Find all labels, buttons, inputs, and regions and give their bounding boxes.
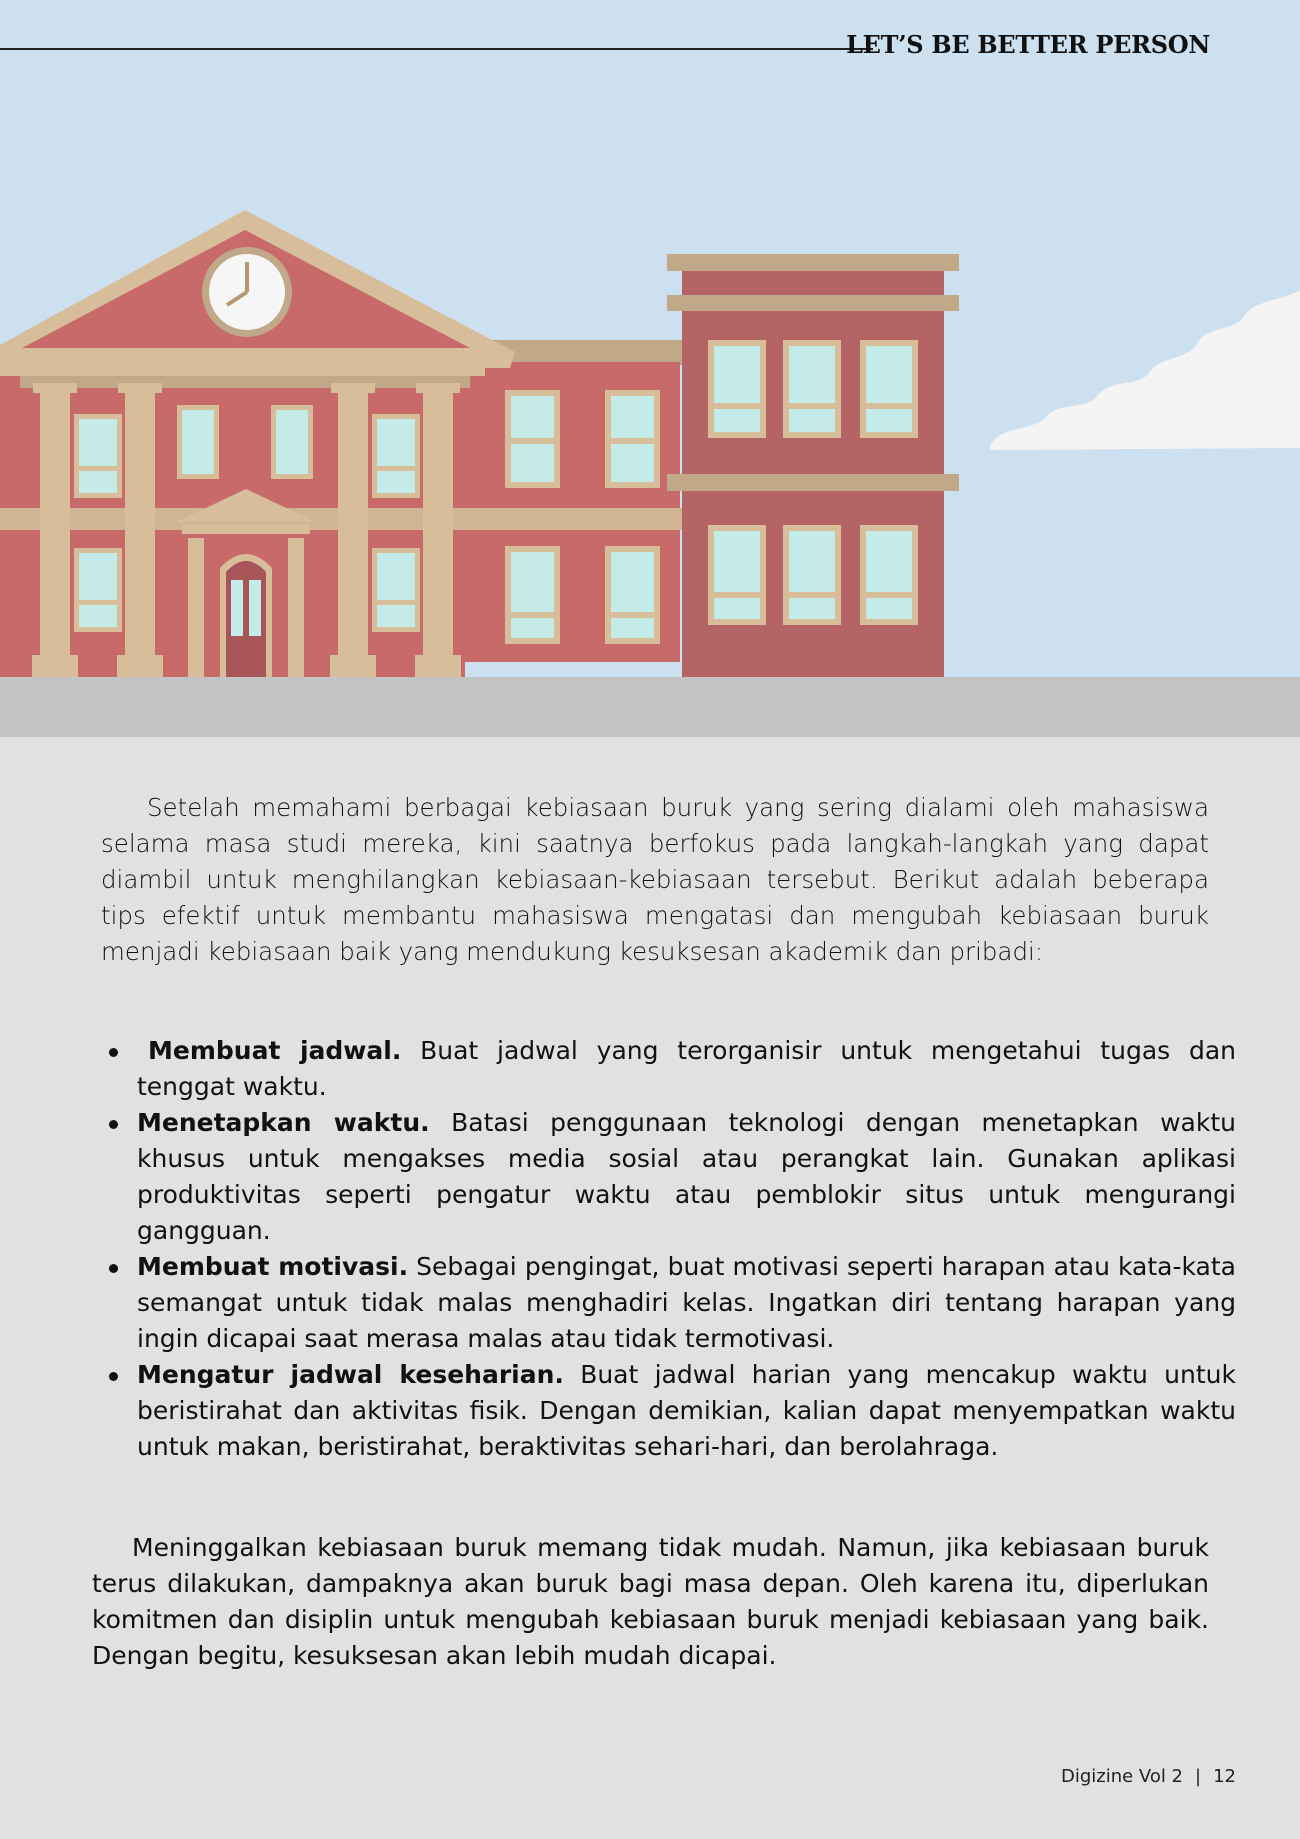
footer-separator: | <box>1195 1766 1202 1787</box>
tips-list <box>101 1033 1236 1465</box>
tip-text: Batasi penggunaan teknologi dengan menetapkan waktu khusus untuk mengakses media sosial atau perangkat lain. Gunakan aplikasi produktivitas seperti pengatur waktu atau pemblokir situs untuk mengurangi gangguan. <box>137 1108 1237 1245</box>
tip-text: Buat jadwal yang terorganisir untuk mengetahui tugas dan tenggat waktu. <box>137 1036 1236 1101</box>
page-number: 12 <box>1213 1766 1236 1787</box>
intro-paragraph: Setelah memahami berbagai kebiasaan buruk yang sering dialami oleh mahasiswa selama masa studi mereka, kini saatnya berfokus pada langkah-langkah yang dapat diambil untuk menghilangkan kebiasaan-kebiasaan tersebut. Berikut adalah beberapa tips efektif untuk membantu mahasiswa mengatasi dan mengubah kebiasaan buruk menjadi kebiasaan baik yang mendukung kesuksesan akademik dan pribadi: <box>101 793 1209 966</box>
list-item <box>137 1105 1236 1249</box>
tip-title: Membuat jadwal. <box>148 1036 402 1065</box>
closing-paragraph: Meninggalkan kebiasaan buruk memang tidak mudah. Namun, jika kebiasaan buruk terus dilakukan, dampaknya akan buruk bagi masa depan. Oleh karena itu, diperlukan komitmen dan disiplin untuk mengubah kebiasaan buruk menjadi kebiasaan yang baik. Dengan begitu, kesuksesan akan lebih mudah dicapai. <box>92 1533 1209 1670</box>
list-item <box>137 1033 1236 1105</box>
header-title: LET’S BE BETTER PERSON <box>846 30 1210 59</box>
ground <box>0 677 1300 737</box>
tip-text: Buat jadwal harian yang mencakup waktu untuk beristirahat dan aktivitas fisik. Dengan demikian, kalian dapat menyempatkan waktu untuk makan, beristirahat, beraktivitas sehari-hari, dan berolahraga. <box>137 1360 1236 1461</box>
cloud <box>990 290 1300 450</box>
tip-title: Mengatur jadwal keseharian. <box>137 1360 564 1389</box>
hero-illustration <box>0 0 1300 737</box>
header-rule <box>0 48 873 50</box>
list-item <box>137 1357 1236 1465</box>
publication-name: Digizine Vol 2 <box>1060 1766 1184 1787</box>
list-item <box>137 1249 1236 1357</box>
tip-text: Sebagai pengingat, buat motivasi seperti harapan atau kata-kata semangat untuk tidak malas menghadiri kelas. Ingatkan diri tentang harapan yang ingin dicapai saat merasa malas atau tidak termotivasi. <box>137 1252 1236 1353</box>
tip-title: Menetapkan waktu. <box>137 1108 430 1137</box>
school-building-illustration <box>0 0 1300 737</box>
tip-title: Membuat motivasi. <box>137 1252 409 1281</box>
page-footer <box>1061 1766 1236 1787</box>
